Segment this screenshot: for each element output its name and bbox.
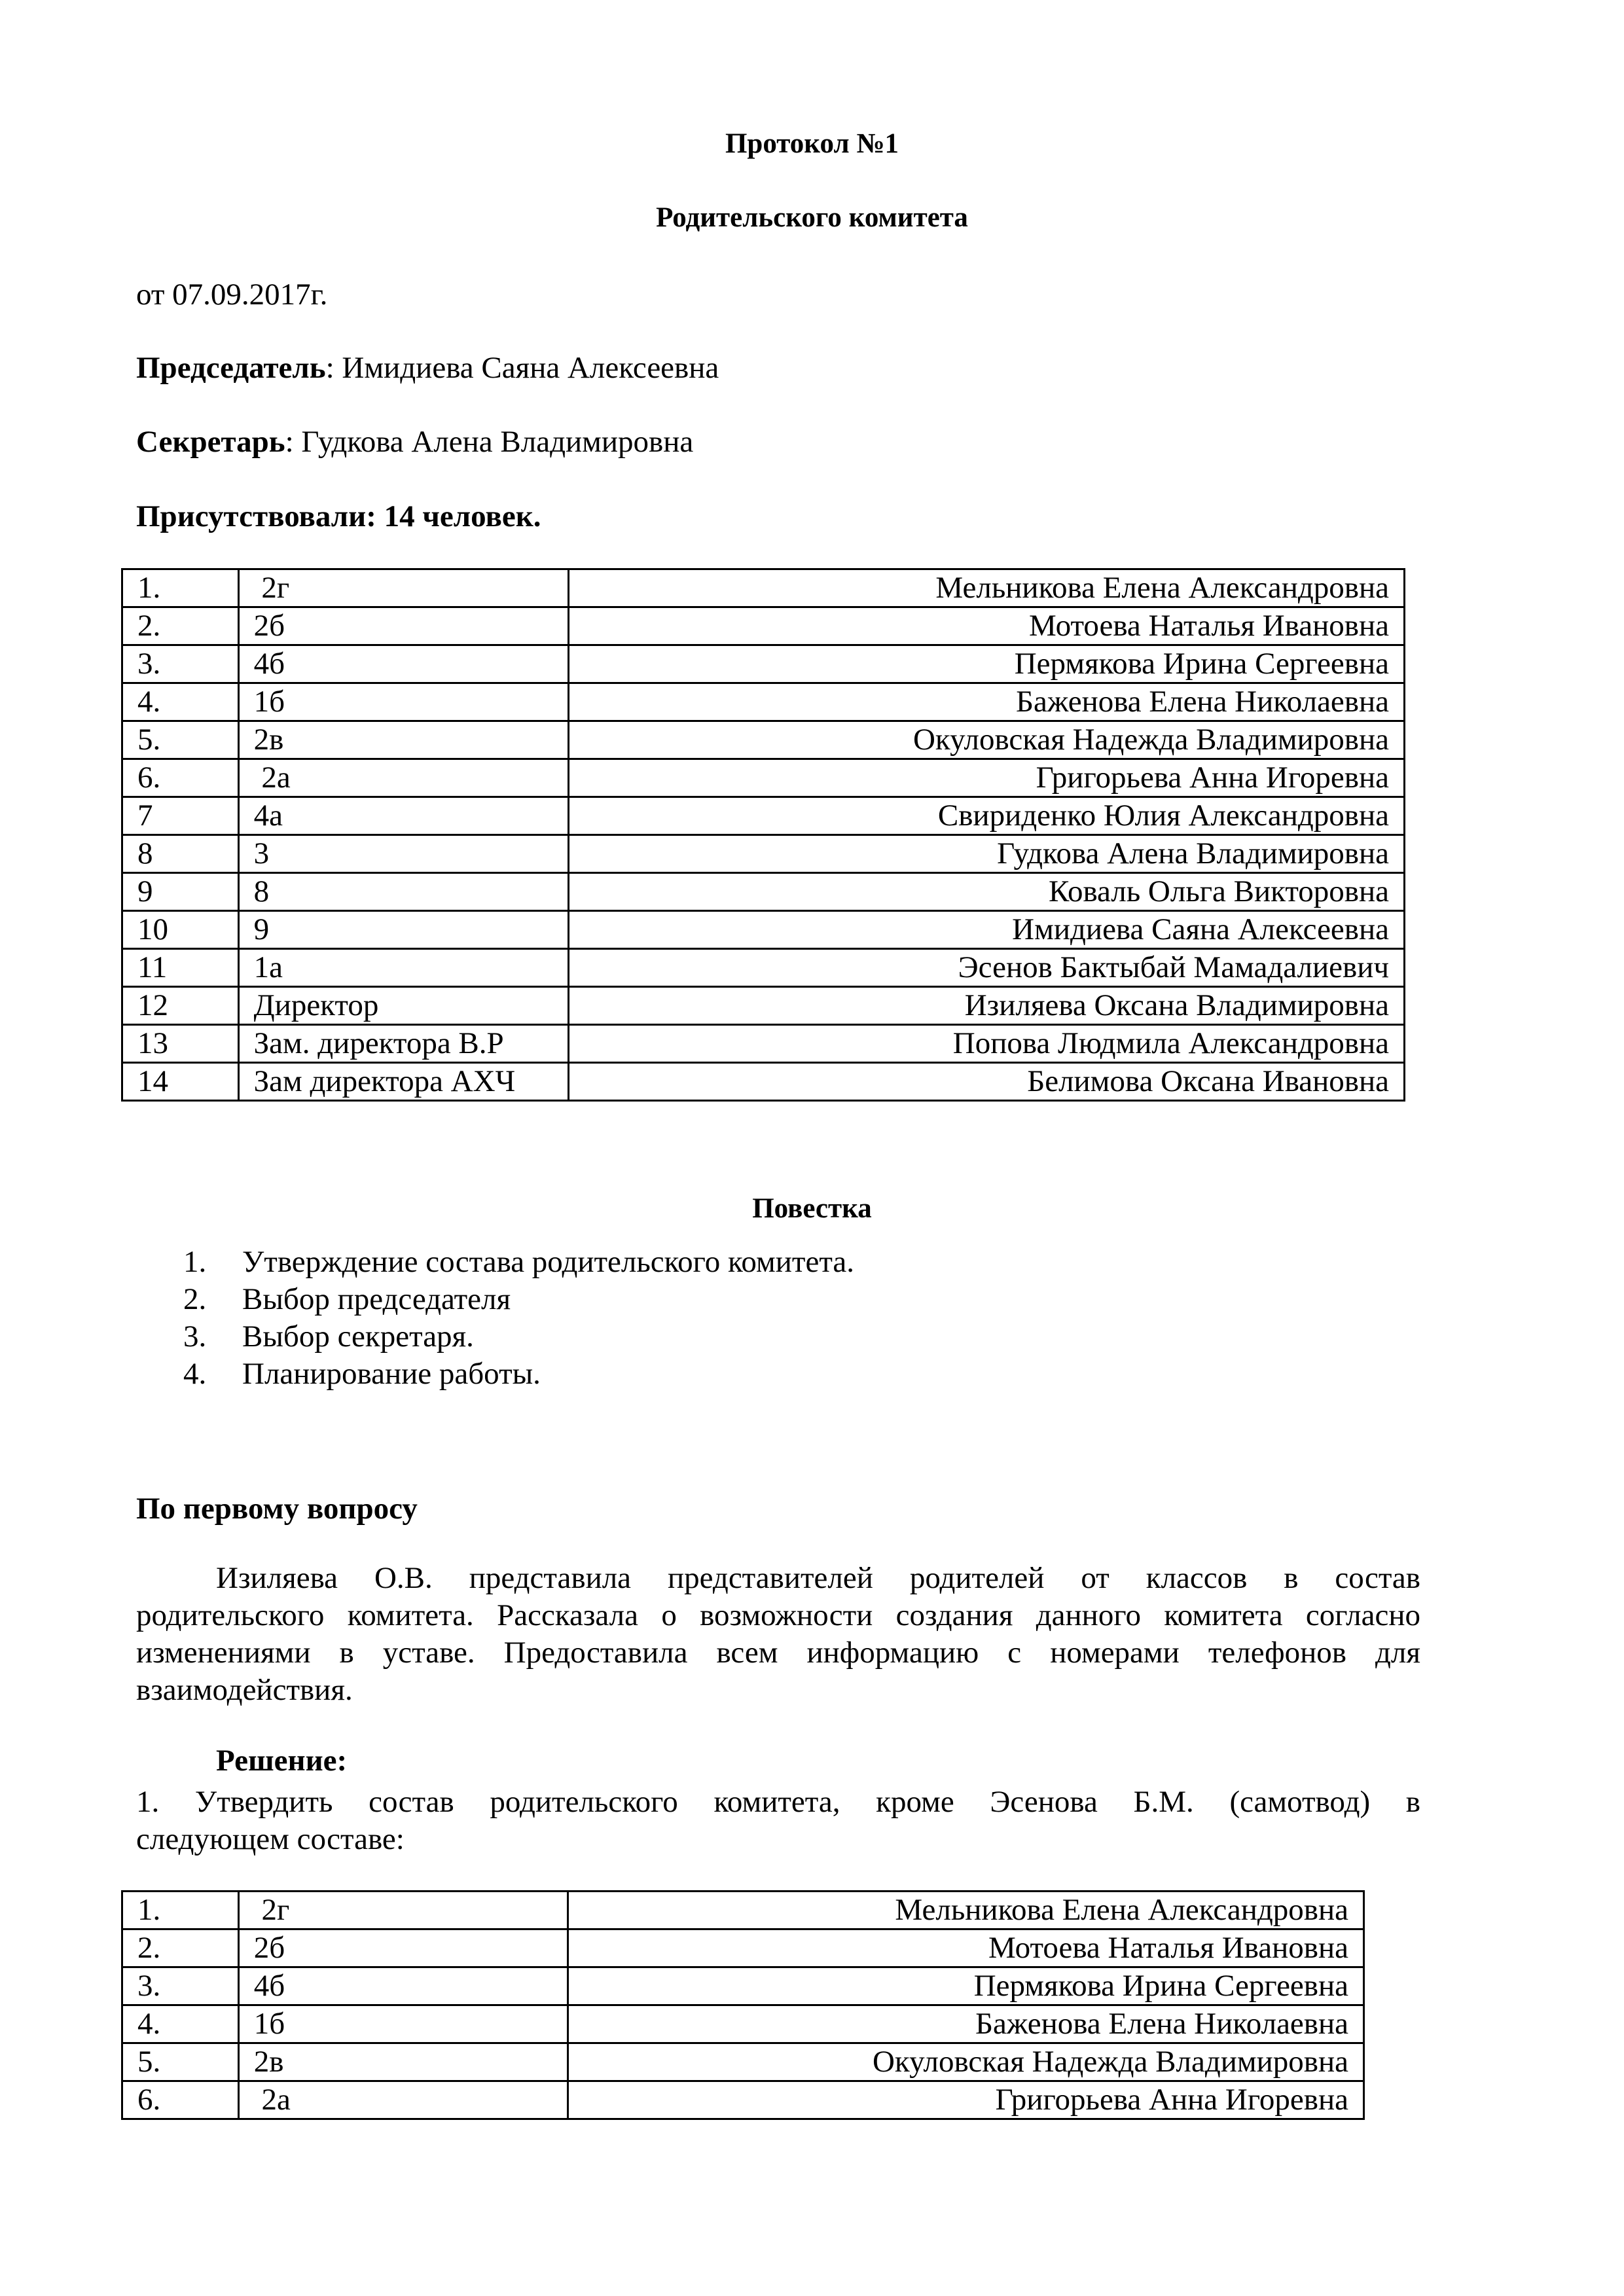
row-class: 4а xyxy=(238,797,569,835)
table-row xyxy=(122,721,1405,759)
row-name: Мотоева Наталья Ивановна xyxy=(569,607,1405,645)
secretary-label: Секретарь xyxy=(136,425,285,459)
agenda-item xyxy=(183,1244,854,1281)
row-number: 13 xyxy=(122,1025,239,1063)
protocol-title: Протокол №1 xyxy=(725,128,899,159)
row-class: 2а xyxy=(238,759,569,797)
row-number: 6. xyxy=(122,2081,239,2119)
table-row xyxy=(122,2043,1364,2081)
row-class: 4б xyxy=(238,1967,568,2005)
chair-value: : Имидиева Саяна Алексеевна xyxy=(325,351,719,385)
agenda-item-text: Планирование работы. xyxy=(242,1357,541,1391)
paragraph-line: родительского комитета. Рассказала о возможности создания данного комитета согласно xyxy=(136,1598,1420,1632)
first-question-paragraph xyxy=(136,1560,1420,1709)
row-class: Зам директора АХЧ xyxy=(238,1063,569,1101)
paragraph-line: Изиляева О.В. представила представителей родителей от классов в состав xyxy=(216,1561,1420,1595)
row-class: 9 xyxy=(238,911,569,949)
agenda-item-text: Выбор председателя xyxy=(242,1282,511,1316)
table-row xyxy=(122,1892,1364,1929)
row-number: 7 xyxy=(122,797,239,835)
protocol-subtitle: Родительского комитета xyxy=(656,202,968,233)
row-number: 10 xyxy=(122,911,239,949)
row-class: Директор xyxy=(238,987,569,1025)
agenda-title: Повестка xyxy=(752,1193,872,1224)
row-number: 2. xyxy=(122,1929,239,1967)
row-name: Свириденко Юлия Александровна xyxy=(569,797,1405,835)
row-name: Окуловская Надежда Владимировна xyxy=(568,2043,1364,2081)
first-question-heading: По первому вопросу xyxy=(136,1492,418,1526)
row-name: Изиляева Оксана Владимировна xyxy=(569,987,1405,1025)
protocol-date: от 07.09.2017г. xyxy=(136,278,328,312)
table-row xyxy=(122,645,1405,683)
row-number: 9 xyxy=(122,873,239,911)
agenda-list xyxy=(183,1244,854,1393)
decision-label: Решение: xyxy=(216,1744,348,1778)
row-class: 2в xyxy=(238,2043,568,2081)
row-class: 2в xyxy=(238,721,569,759)
table-row xyxy=(122,835,1405,873)
committee-table xyxy=(121,1890,1365,2120)
table-row xyxy=(122,607,1405,645)
agenda-item xyxy=(183,1355,854,1393)
secretary-line xyxy=(136,424,693,459)
row-name: Мотоева Наталья Ивановна xyxy=(568,1929,1364,1967)
chair-line xyxy=(136,350,719,386)
table-row xyxy=(122,1063,1405,1101)
table-row xyxy=(122,569,1405,607)
paragraph-line: взаимодействия. xyxy=(136,1673,353,1707)
row-name: Окуловская Надежда Владимировна xyxy=(569,721,1405,759)
agenda-item xyxy=(183,1281,854,1318)
row-class: Зам. директора В.Р xyxy=(238,1025,569,1063)
chair-label: Председатель xyxy=(136,351,326,385)
row-number: 4. xyxy=(122,683,239,721)
row-name: Попова Людмила Александровна xyxy=(569,1025,1405,1063)
table-row xyxy=(122,683,1405,721)
row-number: 8 xyxy=(122,835,239,873)
row-class: 2г xyxy=(238,569,569,607)
paragraph-line: изменениями в уставе. Предоставила всем информацию с номерами телефонов для xyxy=(136,1636,1420,1670)
row-number: 2. xyxy=(122,607,239,645)
row-name: Эсенов Бактыбай Мамадалиевич xyxy=(569,949,1405,987)
row-class: 2а xyxy=(238,2081,568,2119)
row-number: 12 xyxy=(122,987,239,1025)
table-row xyxy=(122,1929,1364,1967)
row-name: Имидиева Саяна Алексеевна xyxy=(569,911,1405,949)
row-class: 1а xyxy=(238,949,569,987)
table-row xyxy=(122,1967,1364,2005)
row-number: 11 xyxy=(122,949,239,987)
row-name: Пермякова Ирина Сергеевна xyxy=(568,1967,1364,2005)
row-number: 4. xyxy=(122,2005,239,2043)
paragraph-line: 1. Утвердить состав родительского комитета, кроме Эсенова Б.М. (самотвод) в xyxy=(136,1785,1420,1819)
row-class: 2б xyxy=(238,607,569,645)
agenda-item-text: Утверждение состава родительского комитета. xyxy=(242,1245,855,1279)
row-name: Коваль Ольга Викторовна xyxy=(569,873,1405,911)
agenda-item-number: 4. xyxy=(183,1357,207,1391)
row-name: Григорьева Анна Игоревна xyxy=(569,759,1405,797)
row-number: 1. xyxy=(122,569,239,607)
table-row xyxy=(122,873,1405,911)
agenda-item-number: 2. xyxy=(183,1282,207,1316)
row-class: 2б xyxy=(238,1929,568,1967)
row-name: Григорьева Анна Игоревна xyxy=(568,2081,1364,2119)
table-row xyxy=(122,759,1405,797)
attended-count: Присутствовали: 14 человек. xyxy=(136,499,541,533)
agenda-item-number: 3. xyxy=(183,1319,207,1354)
row-name: Мельникова Елена Александровна xyxy=(569,569,1405,607)
row-number: 5. xyxy=(122,721,239,759)
row-class: 2г xyxy=(238,1892,568,1929)
agenda-item xyxy=(183,1318,854,1355)
table-row xyxy=(122,911,1405,949)
row-name: Баженова Елена Николаевна xyxy=(568,2005,1364,2043)
row-name: Белимова Оксана Ивановна xyxy=(569,1063,1405,1101)
row-class: 8 xyxy=(238,873,569,911)
table-row xyxy=(122,987,1405,1025)
table-row xyxy=(122,2005,1364,2043)
agenda-item-number: 1. xyxy=(183,1245,207,1279)
row-name: Баженова Елена Николаевна xyxy=(569,683,1405,721)
row-class: 1б xyxy=(238,683,569,721)
row-number: 14 xyxy=(122,1063,239,1101)
decision-paragraph xyxy=(136,1784,1420,1858)
row-name: Гудкова Алена Владимировна xyxy=(569,835,1405,873)
row-class: 4б xyxy=(238,645,569,683)
attendees-table xyxy=(121,568,1405,1102)
secretary-value: : Гудкова Алена Владимировна xyxy=(285,425,694,459)
row-number: 6. xyxy=(122,759,239,797)
table-row xyxy=(122,1025,1405,1063)
row-number: 3. xyxy=(122,1967,239,2005)
row-class: 3 xyxy=(238,835,569,873)
paragraph-line: следующем составе: xyxy=(136,1822,405,1856)
row-class: 1б xyxy=(238,2005,568,2043)
table-row xyxy=(122,949,1405,987)
table-row xyxy=(122,797,1405,835)
row-name: Мельникова Елена Александровна xyxy=(568,1892,1364,1929)
agenda-item-text: Выбор секретаря. xyxy=(242,1319,474,1354)
table-row xyxy=(122,2081,1364,2119)
row-number: 3. xyxy=(122,645,239,683)
row-number: 1. xyxy=(122,1892,239,1929)
row-number: 5. xyxy=(122,2043,239,2081)
row-name: Пермякова Ирина Сергеевна xyxy=(569,645,1405,683)
